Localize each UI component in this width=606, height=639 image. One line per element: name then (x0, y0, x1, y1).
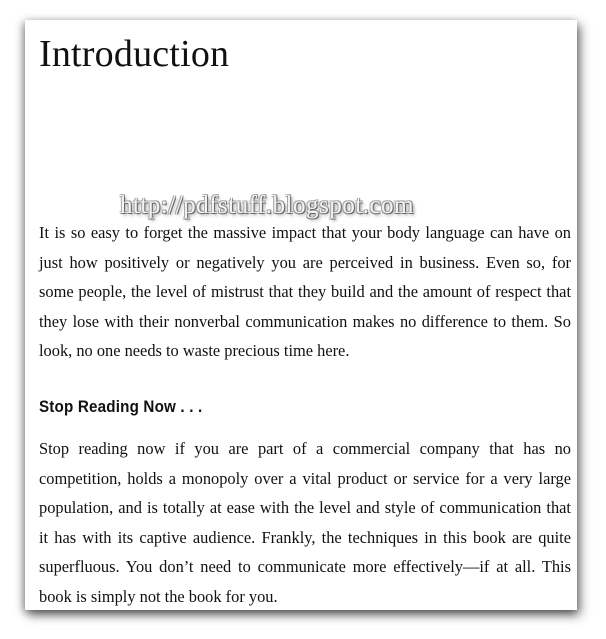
watermark-url: http://pdfstuff.blogspot.com (120, 192, 415, 219)
stop-reading-paragraph: Stop reading now if you are part of a commercial company that has no competition, holds a monopoly over a vital product or service for a very large population, and is totally at ease with the level and style of communication that it has with its captive audience. Frankly, the techniques in this book are quite superfluous. You don’t need to communicate more effectively—if at all. This book is simply not the book for you. (39, 439, 571, 606)
section-heading: Stop Reading Now . . . (39, 398, 203, 416)
intro-paragraph: It is so easy to forget the massive impact that your body language can have on just how positively or negatively you are perceived in business. Even so, for some people, the level of mistrust that they build and the amount of respect that they lose with their nonverbal communication makes no difference to them. So look, no one needs to waste precious time here. (39, 223, 571, 360)
document-page (25, 20, 577, 610)
chapter-title: Introduction (39, 33, 230, 75)
